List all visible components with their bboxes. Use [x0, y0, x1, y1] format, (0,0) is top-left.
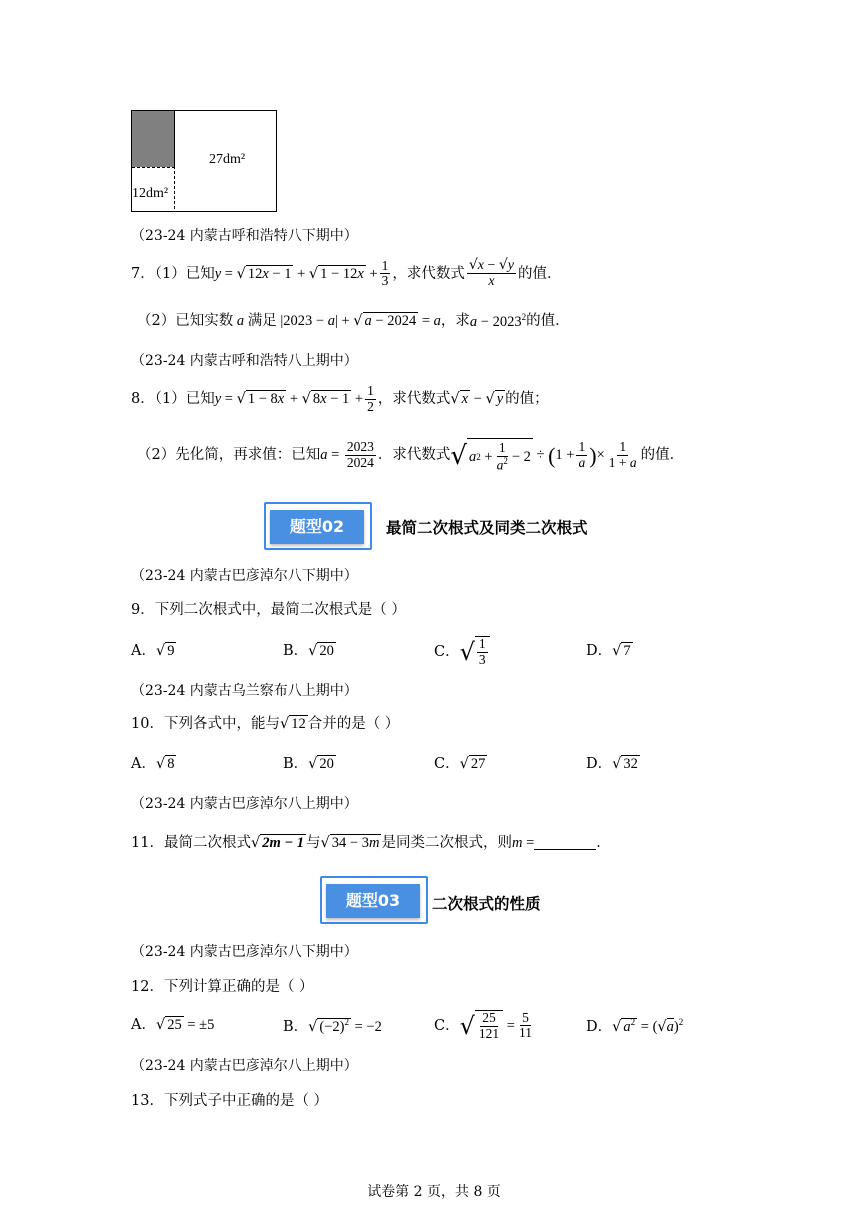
q12-option-b[interactable]: B．√ $(-2)^2 = -2$ — [283, 1017, 382, 1035]
q12-option-c[interactable]: C． √ $\frac{25}{121}$ = $\frac{5}{11}$ — [434, 1009, 532, 1041]
section-02-header — [264, 502, 644, 552]
section-03-title: 二次根式的性质 — [432, 895, 541, 913]
q11-source: （23-24 内蒙古巴彦淖尔八上期中） — [131, 796, 358, 812]
q9-option-a-label: A． — [131, 643, 156, 659]
q8-part2-prefix: （2）先化简，再求值：已知 — [137, 447, 321, 464]
q10-option-c-label: C． — [434, 756, 460, 772]
page-footer: 试卷第 2 页，共 8 页 — [367, 1184, 501, 1200]
q10-source: （23-24 内蒙古乌兰察布八上期中） — [131, 683, 358, 699]
q12-source: （23-24 内蒙古巴彦淖尔八下期中） — [131, 944, 358, 960]
q10-option-b[interactable]: B．√ 20 — [283, 756, 334, 772]
q7-source: （23-24 内蒙古呼和浩特八下期中） — [131, 228, 358, 244]
q9-source: （23-24 内蒙古巴彦淖尔八下期中） — [131, 568, 358, 584]
q7-part2-prefix: （2）已知实数 — [137, 312, 234, 329]
q9-stem: 9．下列二次根式中，最简二次根式是（ ） — [131, 602, 406, 618]
section-03-header — [320, 876, 620, 926]
q10-stem: 10．下列各式中，能与 √ 12 合并的是（ ） — [131, 716, 400, 732]
q11-answer-blank[interactable] — [534, 837, 596, 850]
q8-part1-prefix: 8．（1）已知 — [131, 391, 215, 408]
q8-part2-mid: ．求代数式 — [377, 447, 451, 464]
q11-stem-mid: 与 — [306, 835, 321, 851]
q9-option-d[interactable]: D．√ 7 — [586, 643, 631, 659]
q12-option-a[interactable]: A．√ 25 = ±5 — [131, 1017, 215, 1033]
q13-source: （23-24 内蒙古巴彦淖尔八上期中） — [131, 1058, 358, 1074]
q7-part2: （2）已知实数 a 满足 |2023 − a| + √ a − 2024 = a ，求 $a - 2023^2$ 的值． — [137, 312, 570, 330]
q9-option-c[interactable]: C． √ $\frac{1}{3}$ — [434, 636, 490, 668]
q9-option-a[interactable]: A．√ 9 — [131, 643, 175, 659]
q10-option-a-label: A． — [131, 756, 156, 772]
q12-option-d[interactable]: D．√ $a^2 = (√a)^2$ — [586, 1017, 684, 1035]
q7-part2-suffix: 的值． — [526, 312, 570, 329]
q10-stem-prefix: 10．下列各式中，能与 — [131, 716, 280, 732]
q12-option-b-label: B． — [283, 1018, 309, 1035]
q7-part2-mid: 满足 — [247, 312, 277, 329]
q7-part1: 7．（1）已知 y = √ 12x − 1 + √ 1 − 12x + $\frac{1}{3}$ ，求代数式 $\frac{√x - √y}{x}$ 的值． — [131, 257, 562, 290]
q12-option-c-label: C． — [434, 1017, 460, 1034]
q7-part1-suffix: 的值． — [518, 265, 562, 282]
q12-option-a-label: A． — [131, 1017, 156, 1033]
q10-options — [131, 757, 751, 779]
q10-option-b-label: B． — [283, 756, 309, 772]
q11-stem-mid2: 是同类二次根式，则 — [381, 835, 512, 851]
q9-options — [131, 636, 751, 672]
q12-stem: 12．下列计算正确的是（ ） — [131, 979, 314, 995]
q9-option-b-label: B． — [283, 643, 309, 659]
q11-stem-suffix: ． — [596, 835, 611, 851]
q10-option-c[interactable]: C．√ 27 — [434, 756, 486, 772]
q8-part1: 8．（1）已知 y = √ 1 − 8x + √ 8x − 1 + $\frac{1}{2}$ ，求代数式 √ x − √ y 的值； — [131, 383, 549, 414]
q11-stem-prefix: 11．最简二次根式 — [131, 835, 251, 851]
q8-part1-mid: ，求代数式 — [377, 391, 451, 408]
q11-stem: 11．最简二次根式 √ 2m − 1 与 √ 34 − 3m 是同类二次根式，则 m = ． — [131, 835, 611, 851]
q7-part2-mid2: ，求 — [440, 312, 470, 329]
q9-option-c-label: C． — [434, 643, 460, 660]
figure-label-big: 27dm² — [209, 152, 246, 167]
section-03-badge: 题型03 — [326, 884, 420, 918]
section-02-title: 最简二次根式及同类二次根式 — [386, 519, 588, 537]
q7-part1-prefix: 7．（1）已知 — [131, 265, 215, 282]
q10-option-a[interactable]: A．√ 8 — [131, 756, 175, 772]
q10-stem-suffix: 合并的是（ ） — [307, 716, 400, 732]
q7-part1-mid: ，求代数式 — [392, 265, 465, 282]
q8-part2-suffix: 的值． — [640, 447, 685, 464]
shaded-square — [132, 111, 174, 167]
area-figure — [131, 110, 277, 212]
figure-label-small: 12dm² — [132, 186, 169, 201]
q8-part1-suffix: 的值； — [505, 391, 549, 408]
q10-option-d-label: D． — [586, 756, 613, 772]
q9-option-b[interactable]: B．√ 20 — [283, 643, 334, 659]
q10-option-d[interactable]: D．√ 32 — [586, 756, 638, 772]
q8-part2: （2）先化简，再求值：已知 a = $\frac{2023}{2024}$ ．求代数式 √ a 2 + $\frac{1}{a^2}$ − 2 ÷ ( 1 + $\frac{1}{a}$ ) × $\frac{1}{1 + a}$ 的值． — [137, 439, 685, 473]
q13-stem: 13．下列式子中正确的是（ ） — [131, 1093, 329, 1109]
q9-option-d-label: D． — [586, 643, 613, 659]
q12-option-d-label: D． — [586, 1018, 613, 1035]
q8-source: （23-24 内蒙古呼和浩特八上期中） — [131, 353, 358, 369]
q12-options — [131, 1010, 751, 1050]
section-02-badge: 题型02 — [270, 510, 364, 544]
